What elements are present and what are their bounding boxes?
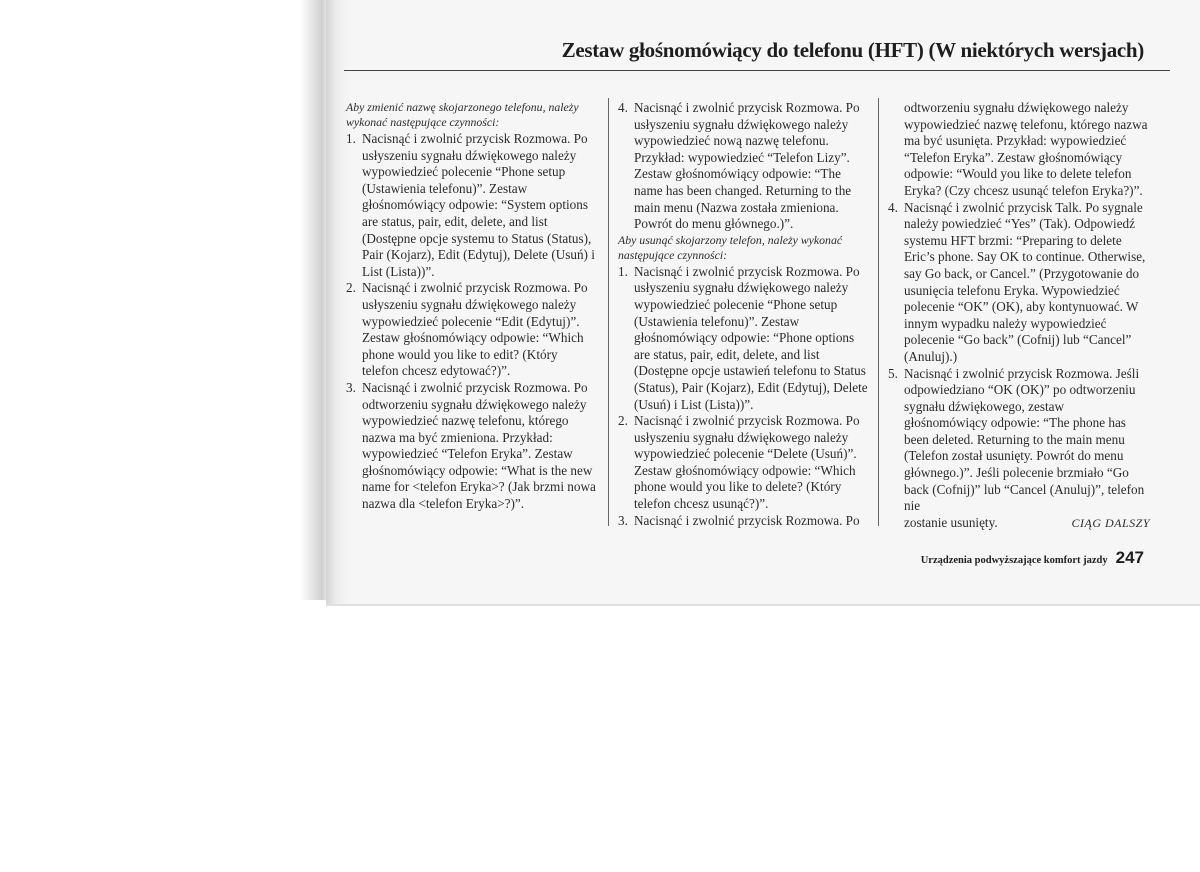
step-number: 2.: [618, 413, 628, 429]
step-text: Nacisnąć i zwolnić przycisk Rozmowa. Po usłyszeniu sygnału dźwiękowego należy wypowiedzieć polecenie “Phone setup (Ustawienia telefonu)”. Zestaw głośnomówiący odpowie: “System options are status, pair, edit, delete, and list (Dostępne opcje systemu to Status (Status), Pair (Kojarz), Edit (Edytuj), Delete (Usuń) i List (Lista))”.: [362, 131, 595, 279]
step-text: Nacisnąć i zwolnić przycisk Rozmowa. Po usłyszeniu sygnału dźwiękowego należy wypowiedzieć polecenie “Delete (Usuń)”. Zestaw głośnomówiący odpowie: “Which phone would you like to delete? (Który telefon chcesz usunąć?)”.: [634, 413, 860, 512]
rename-steps-continued: [618, 100, 870, 233]
column-1: [346, 100, 596, 513]
column-2: [618, 100, 870, 529]
delete-intro: Aby usunąć skojarzony telefon, należy wykonać następujące czynności:: [618, 232, 843, 262]
rename-intro: Aby zmienić nazwę skojarzonego telefonu, należy wykonać następujące czynności:: [346, 100, 579, 129]
column-divider: [608, 98, 609, 526]
step-last-line: zostanie usunięty.: [904, 514, 998, 530]
step-number: 5.: [888, 365, 898, 381]
step-number: 3.: [346, 379, 356, 395]
list-item: [618, 264, 870, 413]
list-item: [618, 513, 870, 530]
list-item: [346, 280, 596, 380]
step-number: 1.: [618, 263, 628, 279]
delete-steps-continued: [888, 200, 1150, 515]
page-number: 247: [1115, 548, 1144, 567]
list-item: [888, 366, 1150, 515]
list-item: [888, 200, 1150, 366]
footer-section: Urządzenia podwyższające komfort jazdy: [920, 555, 1108, 566]
step-continuation: odtworzeniu sygnału dźwiękowego należy wypowiedzieć nazwę telefonu, którego nazwa ma być usunięta. Przykład: wypowiedzieć “Telefon Eryka”. Zestaw głośnomówiący odpowie: “Would you like to delete telefon Eryka? (Czy chcesz usunąć telefon Eryka?)”.: [904, 100, 1148, 198]
continued-label: CIĄG DALSZY: [1071, 515, 1150, 530]
continued-row: [904, 515, 1150, 532]
step-text: Nacisnąć i zwolnić przycisk Rozmowa. Po usłyszeniu sygnału dźwiękowego należy wypowiedzieć polecenie “Edit (Edytuj)”. Zestaw głośnomówiący odpowie: “Which phone would you like to edit? (Który telefon chcesz edytować?)”.: [362, 280, 588, 379]
step-number: 3.: [618, 512, 628, 528]
column-3: [888, 100, 1150, 531]
step-text: Nacisnąć i zwolnić przycisk Talk. Po sygnale należy powiedzieć “Yes” (Tak). Odpowiedź systemu HFT brzmi: “Preparing to delete Eric’s phone. Say OK to continue. Otherwise, say Go back, or Cancel.” (Przygotowanie do usunięcia telefonu Eryka. Wypowiedzieć polecenie “OK” (OK), aby kontynuować. W innym wypadku należy wypowiedzieć polecenie “Go back” (Cofnij) lub “Cancel” (Anuluj).): [904, 199, 1146, 364]
rename-steps: [346, 131, 596, 513]
manual-page: [326, 0, 1200, 606]
step-number: 4.: [888, 199, 898, 215]
column-divider: [878, 98, 879, 526]
step-number: 2.: [346, 280, 356, 296]
step-text: Nacisnąć i zwolnić przycisk Rozmowa. Jeśli odpowiedziano “OK (OK)” po odtworzeniu sygnału dźwiękowego, zestaw głośnomówiący odpowie: “The phone has been deleted. Returning to the main menu (Telefon został usunięty. Powrót do menu głównego.)”. Jeśli polecenie brzmiało “Go back (Cofnij)” lub “Cancel (Anuluj)”, telefon nie: [904, 365, 1145, 514]
step-text: Nacisnąć i zwolnić przycisk Rozmowa. Po usłyszeniu sygnału dźwiękowego należy wypowiedzieć nową nazwę telefonu. Przykład: wypowiedzieć “Telefon Lizy”. Zestaw głośnomówiący odpowie: “The name has been changed. Returning to the main menu (Nazwa została zmieniona. Powrót do menu głównego.)”.: [634, 100, 860, 232]
list-item: [346, 380, 596, 513]
step-text: Nacisnąć i zwolnić przycisk Rozmowa. Po odtworzeniu sygnału dźwiękowego należy wypowiedzieć nazwę telefonu, którego nazwa ma być zmieniona. Przykład: wypowiedzieć “Telefon Eryka”. Zestaw głośnomówiący odpowie: “What is the new name for <telefon Eryka>? (Jak brzmi nowa nazwa dla <telefon Eryka>?)”.: [362, 379, 596, 512]
header-divider: [344, 70, 1170, 71]
step-text: Nacisnąć i zwolnić przycisk Rozmowa. Po usłyszeniu sygnału dźwiękowego należy wypowiedzieć polecenie “Phone setup (Ustawienia telefonu)”. Zestaw głośnomówiący odpowie: “Phone options are status, pair, edit, delete, and list (Dostępne opcje ustawień telefonu to Status (Status), Pair (Kojarz), Edit (Edytuj), Delete (Usuń) i List (Lista))”.: [634, 263, 868, 412]
list-item: [618, 100, 870, 233]
list-item: [618, 413, 870, 513]
step-number: 4.: [618, 100, 628, 115]
step-text: Nacisnąć i zwolnić przycisk Rozmowa. Po: [634, 512, 860, 528]
list-item: [346, 131, 596, 280]
step-number: 1.: [346, 131, 356, 146]
delete-steps: [618, 264, 870, 530]
page-title: Zestaw głośnomówiący do telefonu (HFT) (W niektórych wersjach): [561, 38, 1144, 62]
scan-shadow: [0, 0, 326, 600]
page-footer: [921, 548, 1144, 568]
